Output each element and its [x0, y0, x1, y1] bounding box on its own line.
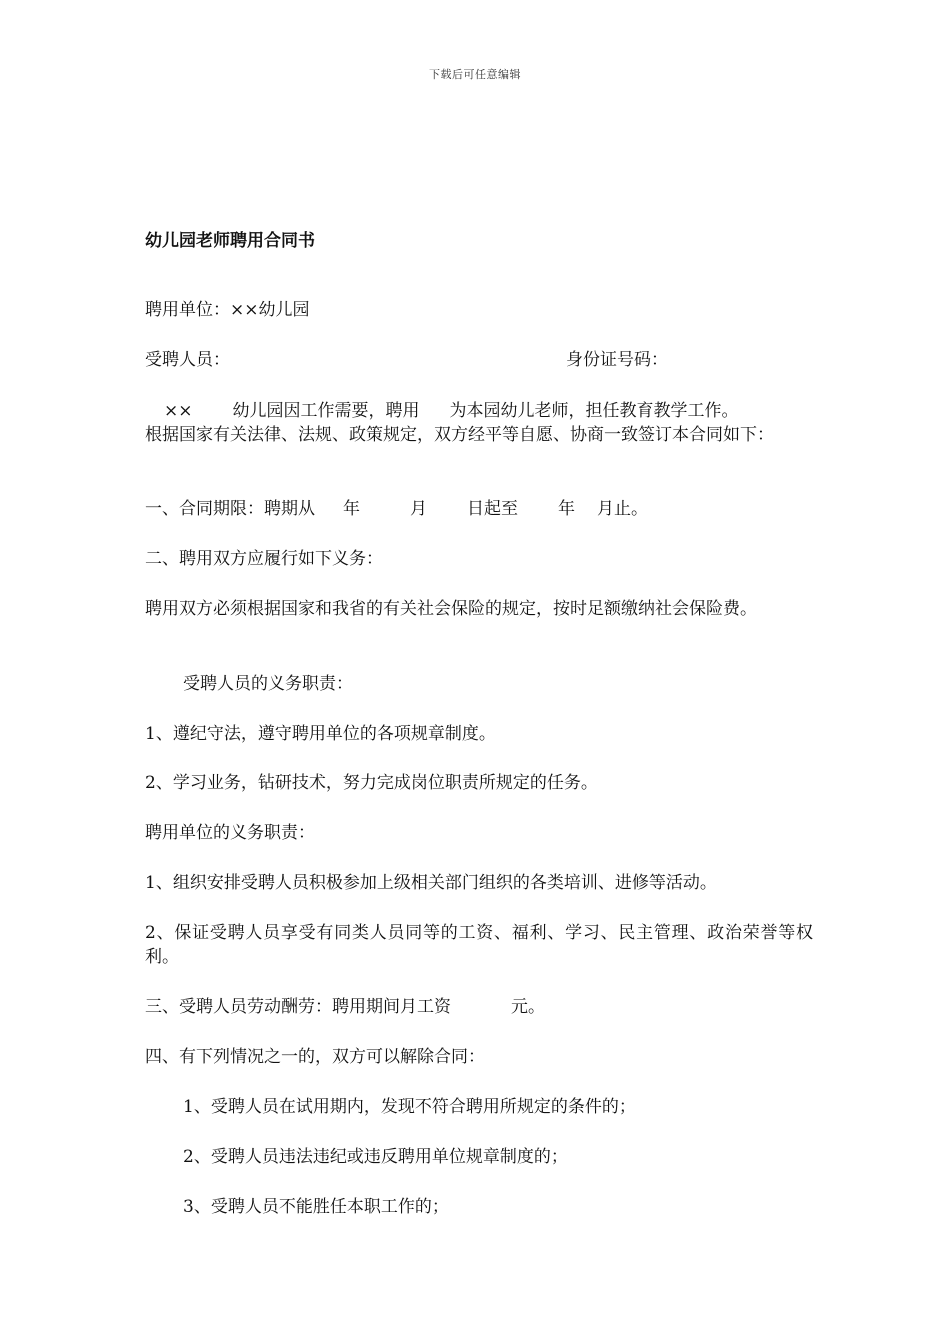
employee-duties-heading: 受聘人员的义务职责： [183, 674, 353, 694]
intro-paragraph [145, 399, 813, 447]
section-2-heading: 二、聘用双方应履行如下义务： [145, 549, 383, 569]
intro-rest: 根据国家有关法律、法规、政策规定，双方经平等自愿、协商一致签订本合同如下： [145, 425, 774, 445]
term-year-1: 年 [343, 499, 360, 519]
insurance-paragraph: 聘用双方必须根据国家和我省的有关社会保险的规定，按时足额缴纳社会保险费。 [145, 599, 757, 619]
intro-marks: ×× [164, 401, 193, 421]
salary-line [145, 995, 545, 1019]
employer-duties-heading: 聘用单位的义务职责： [145, 823, 315, 843]
intro-first-line [145, 401, 739, 421]
term-month-2: 月止。 [597, 499, 648, 519]
term-day-1: 日起至 [467, 499, 518, 519]
employer-duty-2: 2、保证受聘人员享受有同类人员同等的工资、福利、学习、民主管理、政治荣誉等权利。 [145, 923, 813, 967]
document-title: 幼儿园老师聘用合同书 [145, 231, 315, 251]
contract-term-line [145, 497, 648, 521]
term-prefix: 一、合同期限：聘期从 [145, 499, 315, 519]
termination-item-1: 1、受聘人员在试用期内，发现不符合聘用所规定的条件的； [183, 1097, 636, 1117]
employer-duty-1: 1、组织安排受聘人员积极参加上级相关部门组织的各类培训、进修等活动。 [145, 873, 717, 893]
term-month-1: 月 [410, 499, 427, 519]
salary-suffix: 元。 [511, 997, 545, 1017]
intro-part2: 为本园幼儿老师，担任教育教学工作。 [449, 401, 739, 421]
salary-prefix: 三、受聘人员劳动酬劳：聘用期间月工资 [145, 997, 451, 1017]
header-note: 下载后可任意编辑 [429, 68, 521, 81]
employer-line: 聘用单位：××幼儿园 [145, 300, 310, 320]
employee-label: 受聘人员： [145, 350, 230, 370]
termination-item-3: 3、受聘人员不能胜任本职工作的； [183, 1197, 449, 1217]
termination-item-2: 2、受聘人员违法违纪或违反聘用单位规章制度的； [183, 1147, 568, 1167]
intro-part1: 幼儿园因工作需要，聘用 [232, 401, 420, 421]
id-number-label: 身份证号码： [566, 350, 668, 370]
employee-duty-2: 2、学习业务，钻研技术，努力完成岗位职责所规定的任务。 [145, 773, 598, 793]
section-4-heading: 四、有下列情况之一的，双方可以解除合同： [145, 1047, 485, 1067]
term-year-2: 年 [558, 499, 575, 519]
employee-duty-1: 1、遵纪守法，遵守聘用单位的各项规章制度。 [145, 724, 496, 744]
